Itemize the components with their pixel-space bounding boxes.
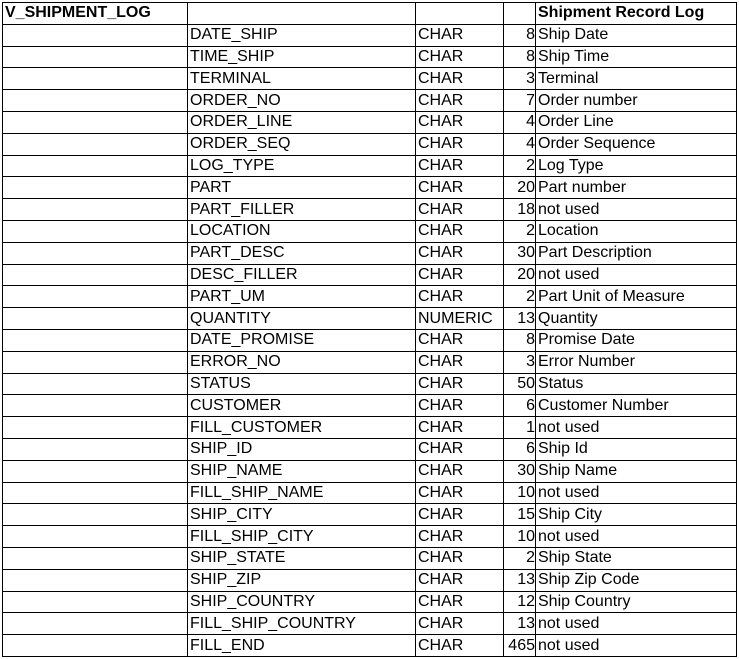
field-name-cell[interactable]: FILL_END (188, 635, 416, 657)
data-type-cell[interactable]: CHAR (416, 613, 504, 635)
table-row (3, 417, 737, 439)
data-type-cell[interactable]: CHAR (416, 635, 504, 657)
table-row (3, 46, 737, 68)
data-type-cell[interactable]: CHAR (416, 504, 504, 526)
record-layout-body (3, 3, 737, 657)
table-row (3, 155, 737, 177)
empty-cell[interactable] (3, 417, 188, 439)
header-empty-field-cell[interactable] (188, 3, 416, 25)
description-cell[interactable]: not used (536, 264, 737, 286)
field-name-cell[interactable]: DESC_FILLER (188, 264, 416, 286)
description-cell[interactable]: Status (536, 373, 737, 395)
table-row (3, 482, 737, 504)
length-cell[interactable]: 4 (504, 111, 536, 133)
description-cell[interactable]: Ship Zip Code (536, 569, 737, 591)
description-cell[interactable]: Ship City (536, 504, 737, 526)
data-type-cell[interactable]: CHAR (416, 90, 504, 112)
length-cell[interactable]: 2 (504, 155, 536, 177)
length-cell[interactable]: 13 (504, 308, 536, 330)
description-cell[interactable]: not used (536, 613, 737, 635)
description-cell[interactable]: Part number (536, 177, 737, 199)
field-name-cell[interactable]: LOG_TYPE (188, 155, 416, 177)
description-cell[interactable]: not used (536, 482, 737, 504)
length-cell[interactable]: 20 (504, 177, 536, 199)
length-cell[interactable]: 6 (504, 395, 536, 417)
empty-cell[interactable] (3, 133, 188, 155)
field-name-cell[interactable]: SHIP_COUNTRY (188, 591, 416, 613)
data-type-cell[interactable]: CHAR (416, 460, 504, 482)
description-cell[interactable]: Ship Id (536, 438, 737, 460)
empty-cell[interactable] (3, 351, 188, 373)
empty-cell[interactable] (3, 526, 188, 548)
empty-cell[interactable] (3, 155, 188, 177)
description-cell[interactable]: not used (536, 526, 737, 548)
data-type-cell[interactable]: CHAR (416, 24, 504, 46)
length-cell[interactable]: 6 (504, 438, 536, 460)
data-type-cell[interactable]: CHAR (416, 373, 504, 395)
data-type-cell[interactable]: CHAR (416, 46, 504, 68)
data-type-cell[interactable]: CHAR (416, 591, 504, 613)
table-row (3, 133, 737, 155)
empty-cell[interactable] (3, 111, 188, 133)
description-cell[interactable]: not used (536, 417, 737, 439)
field-name-cell[interactable]: SHIP_STATE (188, 547, 416, 569)
table-row (3, 591, 737, 613)
field-name-cell[interactable]: FILL_SHIP_COUNTRY (188, 613, 416, 635)
table-row (3, 373, 737, 395)
description-cell[interactable]: Ship Name (536, 460, 737, 482)
description-cell[interactable]: Part Unit of Measure (536, 286, 737, 308)
empty-cell[interactable] (3, 24, 188, 46)
length-cell[interactable]: 8 (504, 46, 536, 68)
data-type-cell[interactable]: CHAR (416, 482, 504, 504)
data-type-cell[interactable]: NUMERIC (416, 308, 504, 330)
data-type-cell[interactable]: CHAR (416, 351, 504, 373)
description-title-cell[interactable]: Shipment Record Log (536, 3, 737, 25)
field-name-cell[interactable]: ORDER_NO (188, 90, 416, 112)
empty-cell[interactable] (3, 373, 188, 395)
description-cell[interactable]: Part Description (536, 242, 737, 264)
table-row (3, 111, 737, 133)
length-cell[interactable]: 8 (504, 329, 536, 351)
length-cell[interactable]: 20 (504, 264, 536, 286)
length-cell[interactable]: 15 (504, 504, 536, 526)
empty-cell[interactable] (3, 482, 188, 504)
description-cell[interactable]: not used (536, 635, 737, 657)
field-name-cell[interactable]: DATE_PROMISE (188, 329, 416, 351)
description-cell[interactable]: Quantity (536, 308, 737, 330)
field-name-cell[interactable]: SHIP_NAME (188, 460, 416, 482)
empty-cell[interactable] (3, 504, 188, 526)
empty-cell[interactable] (3, 460, 188, 482)
length-cell[interactable]: 30 (504, 242, 536, 264)
table-row (3, 308, 737, 330)
header-empty-type-cell[interactable] (416, 3, 504, 25)
length-cell[interactable]: 7 (504, 90, 536, 112)
empty-cell[interactable] (3, 613, 188, 635)
data-type-cell[interactable]: CHAR (416, 395, 504, 417)
table-row (3, 438, 737, 460)
field-name-cell[interactable]: QUANTITY (188, 308, 416, 330)
data-type-cell[interactable]: CHAR (416, 286, 504, 308)
field-name-cell[interactable]: SHIP_ZIP (188, 569, 416, 591)
data-type-cell[interactable]: CHAR (416, 177, 504, 199)
description-cell[interactable]: Order Line (536, 111, 737, 133)
table-row (3, 504, 737, 526)
field-name-cell[interactable]: PART_UM (188, 286, 416, 308)
data-type-cell[interactable]: CHAR (416, 111, 504, 133)
table-row (3, 547, 737, 569)
data-type-cell[interactable]: CHAR (416, 526, 504, 548)
empty-cell[interactable] (3, 569, 188, 591)
empty-cell[interactable] (3, 286, 188, 308)
empty-cell[interactable] (3, 308, 188, 330)
field-name-cell[interactable]: TIME_SHIP (188, 46, 416, 68)
empty-cell[interactable] (3, 438, 188, 460)
length-cell[interactable]: 12 (504, 591, 536, 613)
description-cell[interactable]: Order Sequence (536, 133, 737, 155)
length-cell[interactable]: 4 (504, 133, 536, 155)
field-name-cell[interactable]: FILL_SHIP_NAME (188, 482, 416, 504)
field-name-cell[interactable]: ORDER_SEQ (188, 133, 416, 155)
field-name-cell[interactable]: FILL_CUSTOMER (188, 417, 416, 439)
length-cell[interactable]: 18 (504, 199, 536, 221)
data-type-cell[interactable]: CHAR (416, 242, 504, 264)
record-layout-table (2, 2, 737, 657)
field-name-cell[interactable]: PART_DESC (188, 242, 416, 264)
empty-cell[interactable] (3, 591, 188, 613)
data-type-cell[interactable]: CHAR (416, 438, 504, 460)
empty-cell[interactable] (3, 199, 188, 221)
description-cell[interactable]: Order number (536, 90, 737, 112)
length-cell[interactable]: 1 (504, 417, 536, 439)
table-name-cell[interactable]: V_SHIPMENT_LOG (3, 3, 188, 25)
length-cell[interactable]: 2 (504, 547, 536, 569)
empty-cell[interactable] (3, 68, 188, 90)
empty-cell[interactable] (3, 264, 188, 286)
length-cell[interactable]: 13 (504, 569, 536, 591)
field-name-cell[interactable]: TERMINAL (188, 68, 416, 90)
length-cell[interactable]: 13 (504, 613, 536, 635)
description-cell[interactable]: Log Type (536, 155, 737, 177)
description-cell[interactable]: Customer Number (536, 395, 737, 417)
empty-cell[interactable] (3, 220, 188, 242)
length-cell[interactable]: 3 (504, 351, 536, 373)
description-cell[interactable]: Ship Country (536, 591, 737, 613)
table-row (3, 351, 737, 373)
table-row (3, 286, 737, 308)
table-row (3, 395, 737, 417)
table-row (3, 635, 737, 657)
empty-cell[interactable] (3, 177, 188, 199)
table-row (3, 329, 737, 351)
data-type-cell[interactable]: CHAR (416, 417, 504, 439)
field-name-cell[interactable]: CUSTOMER (188, 395, 416, 417)
description-cell[interactable]: Error Number (536, 351, 737, 373)
header-empty-length-cell[interactable] (504, 3, 536, 25)
data-type-cell[interactable]: CHAR (416, 199, 504, 221)
field-name-cell[interactable]: LOCATION (188, 220, 416, 242)
description-cell[interactable]: Ship Time (536, 46, 737, 68)
empty-cell[interactable] (3, 90, 188, 112)
table-row (3, 90, 737, 112)
empty-cell[interactable] (3, 242, 188, 264)
header-row (3, 3, 737, 25)
field-name-cell[interactable]: DATE_SHIP (188, 24, 416, 46)
table-row (3, 242, 737, 264)
table-row (3, 24, 737, 46)
field-name-cell[interactable]: SHIP_CITY (188, 504, 416, 526)
table-row (3, 460, 737, 482)
table-row (3, 68, 737, 90)
length-cell[interactable]: 8 (504, 24, 536, 46)
length-cell[interactable]: 10 (504, 526, 536, 548)
length-cell[interactable]: 3 (504, 68, 536, 90)
description-cell[interactable]: not used (536, 199, 737, 221)
field-name-cell[interactable]: PART_FILLER (188, 199, 416, 221)
data-type-cell[interactable]: CHAR (416, 220, 504, 242)
data-type-cell[interactable]: CHAR (416, 547, 504, 569)
field-name-cell[interactable]: STATUS (188, 373, 416, 395)
length-cell[interactable]: 10 (504, 482, 536, 504)
description-cell[interactable]: Terminal (536, 68, 737, 90)
empty-cell[interactable] (3, 329, 188, 351)
table-row (3, 613, 737, 635)
data-type-cell[interactable]: CHAR (416, 264, 504, 286)
table-row (3, 264, 737, 286)
table-row (3, 220, 737, 242)
empty-cell[interactable] (3, 547, 188, 569)
field-name-cell[interactable]: ERROR_NO (188, 351, 416, 373)
length-cell[interactable]: 2 (504, 220, 536, 242)
empty-cell[interactable] (3, 635, 188, 657)
data-type-cell[interactable]: CHAR (416, 155, 504, 177)
table-row (3, 177, 737, 199)
data-type-cell[interactable]: CHAR (416, 329, 504, 351)
length-cell[interactable]: 465 (504, 635, 536, 657)
field-name-cell[interactable]: FILL_SHIP_CITY (188, 526, 416, 548)
table-row (3, 199, 737, 221)
data-type-cell[interactable]: CHAR (416, 68, 504, 90)
length-cell[interactable]: 2 (504, 286, 536, 308)
description-cell[interactable]: Location (536, 220, 737, 242)
field-name-cell[interactable]: SHIP_ID (188, 438, 416, 460)
table-row (3, 569, 737, 591)
length-cell[interactable]: 30 (504, 460, 536, 482)
description-cell[interactable]: Ship State (536, 547, 737, 569)
description-cell[interactable]: Ship Date (536, 24, 737, 46)
empty-cell[interactable] (3, 46, 188, 68)
description-cell[interactable]: Promise Date (536, 329, 737, 351)
table-row (3, 526, 737, 548)
empty-cell[interactable] (3, 395, 188, 417)
length-cell[interactable]: 50 (504, 373, 536, 395)
field-name-cell[interactable]: ORDER_LINE (188, 111, 416, 133)
data-type-cell[interactable]: CHAR (416, 133, 504, 155)
field-name-cell[interactable]: PART (188, 177, 416, 199)
data-type-cell[interactable]: CHAR (416, 569, 504, 591)
